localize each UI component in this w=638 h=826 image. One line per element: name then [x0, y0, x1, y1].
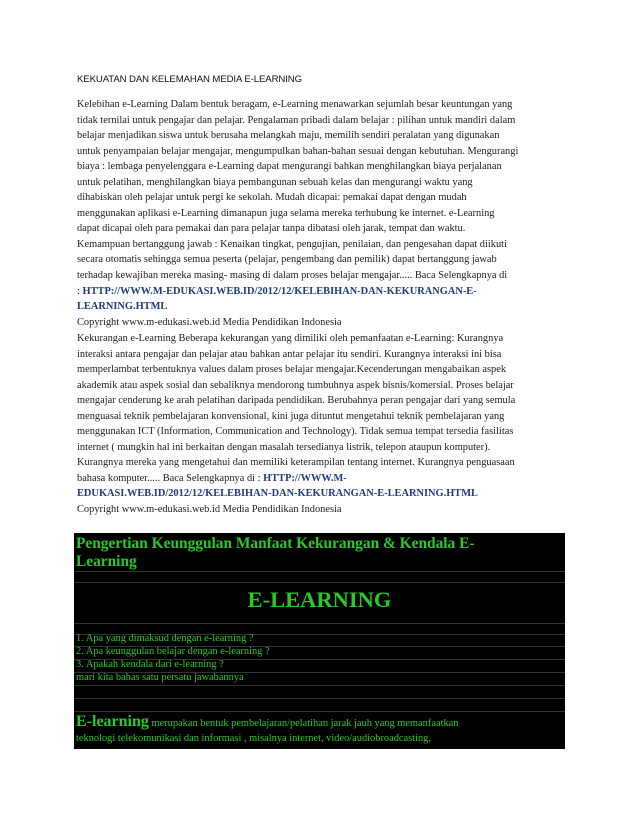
source-link[interactable]: HTTP://WWW.M- [263, 472, 347, 484]
document-heading: KEKUATAN DAN KELEMAHAN MEDIA E-LEARNING [77, 74, 302, 85]
text-line: untuk pelatihan, menghilangkan biaya pembangunan sebuah kelas dan mengurangi waktu yang [77, 176, 473, 188]
text-line: mengajar cenderung ke arah pelatihan daripada pendidikan. Berubahnya peran pengajar dari yang semula [77, 395, 516, 407]
definition-line: teknologi telekomunikasi dan informasi , misalnya internet, video/audiobroadcasting, [76, 733, 431, 744]
text-line: biaya : lembaga penyelenggara e-Learning dapat mengurangi bahkan menghilangkan biaya perjalanan [77, 161, 502, 173]
question-item: 2. Apa keunggulan belajar dengan e-learning ? [76, 646, 270, 657]
paragraph-kekurangan [77, 331, 565, 518]
text-line: menggunakan ICT (Information, Communication and Technology). Tidak semua tempat tersedia fasilitas [77, 426, 514, 438]
text-line: interaksi antara pengajar dan pelajar atau bahkan antar pelajar itu sendiri. Kurangnya interaksi ini bisa [77, 348, 502, 360]
box-spacer-row [74, 699, 565, 712]
box-definition-row [74, 712, 565, 748]
box-title-row [74, 533, 565, 572]
text-line: dihabiskan oleh pelajar untuk pergi ke sekolah. Mudah dicapai: pemakai dapat dengan mudah [77, 192, 467, 204]
link-prefix: : [77, 285, 83, 297]
box-spacer-row [74, 572, 565, 583]
text-line: Kekurangan e-Learning Beberapa kekurangan yang dimiliki oleh pemanfaatan e-Learning: Kurangnya [77, 333, 504, 344]
box-question-row [74, 673, 565, 686]
question-item: mari kita bahas satu persatu jawabannya [76, 672, 244, 683]
definition-term: E-learning [76, 713, 149, 730]
text-line [77, 486, 565, 502]
text-line: belajar menjadikan siswa untuk berusaha melangkah maju, memilih sendiri peralatan yang digunakan [77, 130, 500, 142]
definition-text: merupakan bentuk pembelajaran/pelatihan jarak jauh yang memanfaatkan [148, 718, 459, 729]
text-line: dapat dicapai oleh para pemakai dan para pelajar tanpa dibatasi oleh jarak, tempat dan waktu. [77, 223, 466, 235]
copyright-note: Copyright www.m-edukasi.web.id Media Pendidikan Indonesia [77, 504, 342, 516]
elearning-summary-box [74, 533, 565, 749]
box-title-line: Pengertian Keunggulan Manfaat Kekurangan & Kendala E- [76, 535, 475, 552]
text-line: menguasai teknik pembelajaran konvensional, kini juga dituntut mengetahui teknik pembelajaran yang [77, 410, 505, 422]
text-line: Kemampuan bertanggung jawab : Kenaikan tingkat, pengujian, penilaian, dan pengesahan dapat diikuti [77, 238, 507, 250]
copyright-note: Copyright www.m-edukasi.web.id Media Pendidikan Indonesia [77, 316, 342, 328]
question-item: 1. Apa yang dimaksud dengan e-learning ? [76, 633, 254, 644]
box-big-title-row [74, 583, 565, 624]
text-line [77, 471, 565, 487]
source-link-continued[interactable]: LEARNING.HTML [77, 301, 168, 313]
paragraph-kelebihan [77, 97, 565, 330]
text-line: akademik atau aspek sosial dan sebaliknya mendorong tumbuhnya aspek bisnis/komersial. Proses belajar [77, 379, 514, 391]
text-line: menggunakan aplikasi e-Learning dimanapun juga selama mereka terhubung ke internet. e-Learning [77, 207, 495, 219]
text-line [77, 299, 565, 315]
read-more-text: bahasa komputer..... Baca Selengkapnya di : [77, 472, 264, 484]
source-link[interactable]: HTTP://WWW.M-EDUKASI.WEB.ID/2012/12/KELEBIHAN-DAN-KEKURANGAN-E- [82, 285, 477, 297]
source-link-continued[interactable]: EDUKASI.WEB.ID/2012/12/KELEBIHAN-DAN-KEKURANGAN-E-LEARNING.HTML [77, 488, 478, 500]
text-line: terhadap kewajiban mereka masing- masing di dalam proses belajar mengajar..... Baca Selengkapnya di [77, 270, 508, 282]
text-line: secara otomatis sehingga semua peserta (pelajar, pengembang dan pemilik) dapat bertanggung jawab [77, 254, 497, 266]
text-line: untuk penyampaian belajar mengajar, mengumpulkan bahan-bahan sesuai dengan kebutuhan. Mengurangi [77, 145, 519, 157]
text-line: Kelebihan e-Learning Dalam bentuk beragam, e-Learning menawarkan sejumlah besar keuntungan yang [77, 99, 513, 110]
text-line: tidak ternilai untuk pengajar dan pelajar. Pengalaman pribadi dalam belajar : pilihan untuk mandiri dalam [77, 114, 516, 126]
text-line: memperlambat terbentuknya values dalam proses belajar mengajar.Kecenderungan mengabaikan aspek [77, 364, 507, 376]
box-spacer-row [74, 686, 565, 699]
text-line: Kurangnya mereka yang mengetahui dan memiliki keterampilan tentang internet. Kurangnya penguasaan [77, 457, 515, 469]
box-title-line: Learning [76, 553, 137, 570]
definition-line [76, 713, 458, 731]
text-line [77, 284, 565, 300]
box-big-title: E-LEARNING [247, 587, 392, 612]
question-item: 3. Apakah kendala dari e-learning ? [76, 659, 224, 670]
text-line: internet ( mungkin hal ini berkaitan dengan masalah tersedianya listrik, telepon ataupun komputer). [77, 441, 491, 453]
